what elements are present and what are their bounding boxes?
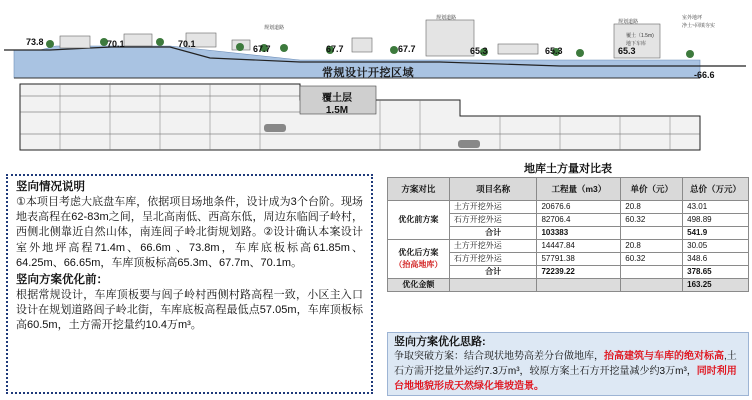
empty-cell xyxy=(621,279,683,292)
column-header: 工程量（m3） xyxy=(537,178,621,201)
table-header-row xyxy=(388,178,749,201)
ground-note: 室外地坪 xyxy=(682,15,703,21)
price-cell: 60.32 xyxy=(621,214,683,227)
thought-highlight: 同时利用台地地貌形成天然绿化堆坡造景。 xyxy=(394,366,737,392)
empty-cell xyxy=(449,279,537,292)
thought-highlight: 抬高建筑与车库的绝对标高 xyxy=(604,351,724,362)
section-drawing xyxy=(0,0,752,160)
column-header: 单价（元） xyxy=(621,178,683,201)
scheme-label-sub: （抬高地库） xyxy=(394,260,443,269)
price-cell: 20.8 xyxy=(621,201,683,214)
empty-cell xyxy=(537,279,621,292)
elevation-label: 65.3 xyxy=(618,46,636,56)
table-title: 地库土方量对比表 xyxy=(524,163,612,175)
fill-layer-label xyxy=(312,93,362,117)
scheme-label xyxy=(388,240,450,279)
empty-cell xyxy=(621,227,683,240)
quantity-cell: 82706.4 xyxy=(537,214,621,227)
thought-text: 争取突破方案：结合现状地势高差分台做地库， xyxy=(394,351,604,362)
fill-layer-title: 覆土层 xyxy=(322,93,352,104)
table-row xyxy=(388,201,749,214)
elevation-label: 73.8 xyxy=(26,37,44,47)
section-svg xyxy=(0,0,752,160)
cut-zone-label: 常规设计开挖区域 xyxy=(322,67,414,79)
description-paragraph: ①本项目考虑大底盘车库，依据项目场地条件，设计成为3个台阶。现场地表高程在62-83m之间，呈北高南低、西高东低，周边东临闾子岭村，西侧北侧靠近自然山体，南连闾子岭北街规划路。②设计确认本案设计室外地坪高程71.4m、66.6m 、73.8m，车库底板标高61.85m、64.25m、66.65m，车库顶板标高65.3m、67.7m、70.1m。 xyxy=(16,196,363,269)
section-heading: 竖向情况说明 xyxy=(16,181,85,193)
earthwork-comparison-table xyxy=(387,177,749,292)
garage-note: 地下车库 xyxy=(626,41,647,47)
elevation-label: 70.1 xyxy=(107,39,125,49)
item-name: 土方开挖外运 xyxy=(449,201,537,214)
road-note: 规划道路 xyxy=(618,19,639,25)
sum-total: 378.65 xyxy=(683,266,749,279)
fill-layer-thickness: 1.5M xyxy=(325,105,349,116)
total-cell: 498.89 xyxy=(683,214,749,227)
item-name: 石方开挖外运 xyxy=(449,253,537,266)
road-note: 规划道路 xyxy=(264,25,285,31)
column-header: 项目名称 xyxy=(449,178,537,201)
column-header: 方案对比 xyxy=(388,178,450,201)
savings-row xyxy=(388,279,749,292)
road-note: 规划道路 xyxy=(436,15,457,21)
sum-label: 合计 xyxy=(449,227,537,240)
left-text-panel xyxy=(6,174,373,394)
total-cell: 348.6 xyxy=(683,253,749,266)
elevation-label: -66.6 xyxy=(694,70,715,80)
quantity-cell: 20676.6 xyxy=(537,201,621,214)
elevation-label: 70.1 xyxy=(178,39,196,49)
item-name: 土方开挖外运 xyxy=(449,240,537,253)
description-paragraph: 根据常规设计，车库顶板要与闾子岭村西侧村路高程一致，小区主入口设计在规划道路闾子岭北街，车库底板高程最低点57.05m，车库顶板标高60.5m，土方需开挖量约10.4万m³。 xyxy=(16,289,363,332)
elevation-label: 67.7 xyxy=(253,44,271,54)
sum-quantity: 103383 xyxy=(537,227,621,240)
sum-quantity: 72239.22 xyxy=(537,266,621,279)
cover-note: 覆土（1.5m) xyxy=(626,33,654,39)
empty-cell xyxy=(621,266,683,279)
section-heading: 竖向方案优化前： xyxy=(16,274,108,287)
elevation-label: 67.7 xyxy=(326,44,344,54)
savings-total: 163.25 xyxy=(683,279,749,292)
scheme-label-main: 优化后方案 xyxy=(398,248,439,257)
elevation-label: 65.3 xyxy=(470,46,488,56)
fill-note: 净土~回填夯实 xyxy=(682,23,715,29)
price-cell: 20.8 xyxy=(621,240,683,253)
elevation-label: 65.3 xyxy=(545,46,563,56)
elevation-label: 67.7 xyxy=(398,44,416,54)
thought-text: ,土石方需开挖量外运约7.3万m³，较原方案土石方开挖量减少约3万m³， xyxy=(394,351,737,377)
sum-total: 541.9 xyxy=(683,227,749,240)
scheme-label: 优化前方案 xyxy=(388,201,450,240)
thought-paragraph xyxy=(394,349,742,394)
total-cell: 43.01 xyxy=(683,201,749,214)
price-cell: 60.32 xyxy=(621,253,683,266)
optimization-thought-box xyxy=(387,332,749,396)
sum-label: 合计 xyxy=(449,266,537,279)
quantity-cell: 57791.38 xyxy=(537,253,621,266)
savings-label: 优化金额 xyxy=(388,279,450,292)
quantity-cell: 14447.84 xyxy=(537,240,621,253)
table-row xyxy=(388,240,749,253)
thought-heading: 竖向方案优化思路: xyxy=(394,336,486,348)
total-cell: 30.05 xyxy=(683,240,749,253)
item-name: 石方开挖外运 xyxy=(449,214,537,227)
column-header: 总价（万元） xyxy=(683,178,749,201)
